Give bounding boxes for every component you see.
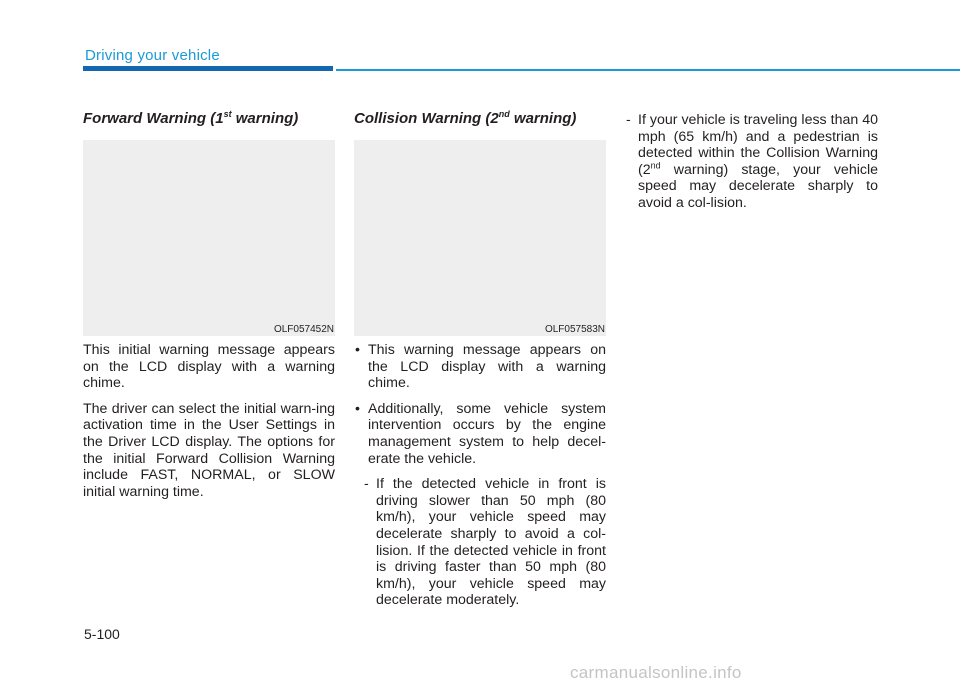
forward-warning-figure <box>83 140 335 336</box>
paragraph: The driver can select the initial warn-ing activation time in the User Settings in the Driver LCD display. The options for the initial Forward Collision Warning include FAST, NORMAL, or SLOW initial warning time. <box>83 400 335 500</box>
collision-warning-heading: Collision Warning (2nd warning) <box>354 109 577 127</box>
figure-code: OLF057452N <box>273 324 334 335</box>
column-forward-warning <box>83 110 335 509</box>
collision-warning-figure <box>354 140 606 336</box>
forward-warning-heading: Forward Warning (1st warning) <box>83 109 299 127</box>
figure-code: OLF057583N <box>544 324 605 335</box>
page-number: 5-100 <box>84 626 120 642</box>
header-rule-dark <box>83 66 333 71</box>
bullet-item: • Additionally, some vehicle system intervention occurs by the engine management system to help decel-erate the vehicle. <box>355 400 606 467</box>
watermark: carmanualsonline.info <box>570 663 742 682</box>
paragraph: This initial warning message appears on the LCD display with a warning chime. <box>83 342 335 392</box>
column-collision-warning <box>354 110 606 618</box>
bullet-item: • This warning message appears on the LCD display with a warning chime. <box>355 342 606 392</box>
bullet-mark: • <box>355 342 360 358</box>
dash-mark: - <box>626 112 631 128</box>
column-pedestrian-note <box>626 112 878 221</box>
dash-item: - If the detected vehicle in front is driving slower than 50 mph (80 km/h), your vehicle speed may decelerate sharply to avoid a col-lision. If the detected vehicle in front is driving faster than 50 mph (80 km/h), your vehicle speed may decelerate moderately. <box>364 476 606 609</box>
bullet-mark: • <box>355 400 360 417</box>
dash-mark: - <box>364 476 369 493</box>
dash-item: - If your vehicle is traveling less than 40 mph (65 km/h) and a pedestrian is detected within the Collision Warning (2nd warning) stage, your vehicle speed may decelerate sharply to avoid a col-lision. <box>626 112 878 211</box>
header-rule-light <box>336 69 960 71</box>
section-title: Driving your vehicle <box>85 47 220 64</box>
